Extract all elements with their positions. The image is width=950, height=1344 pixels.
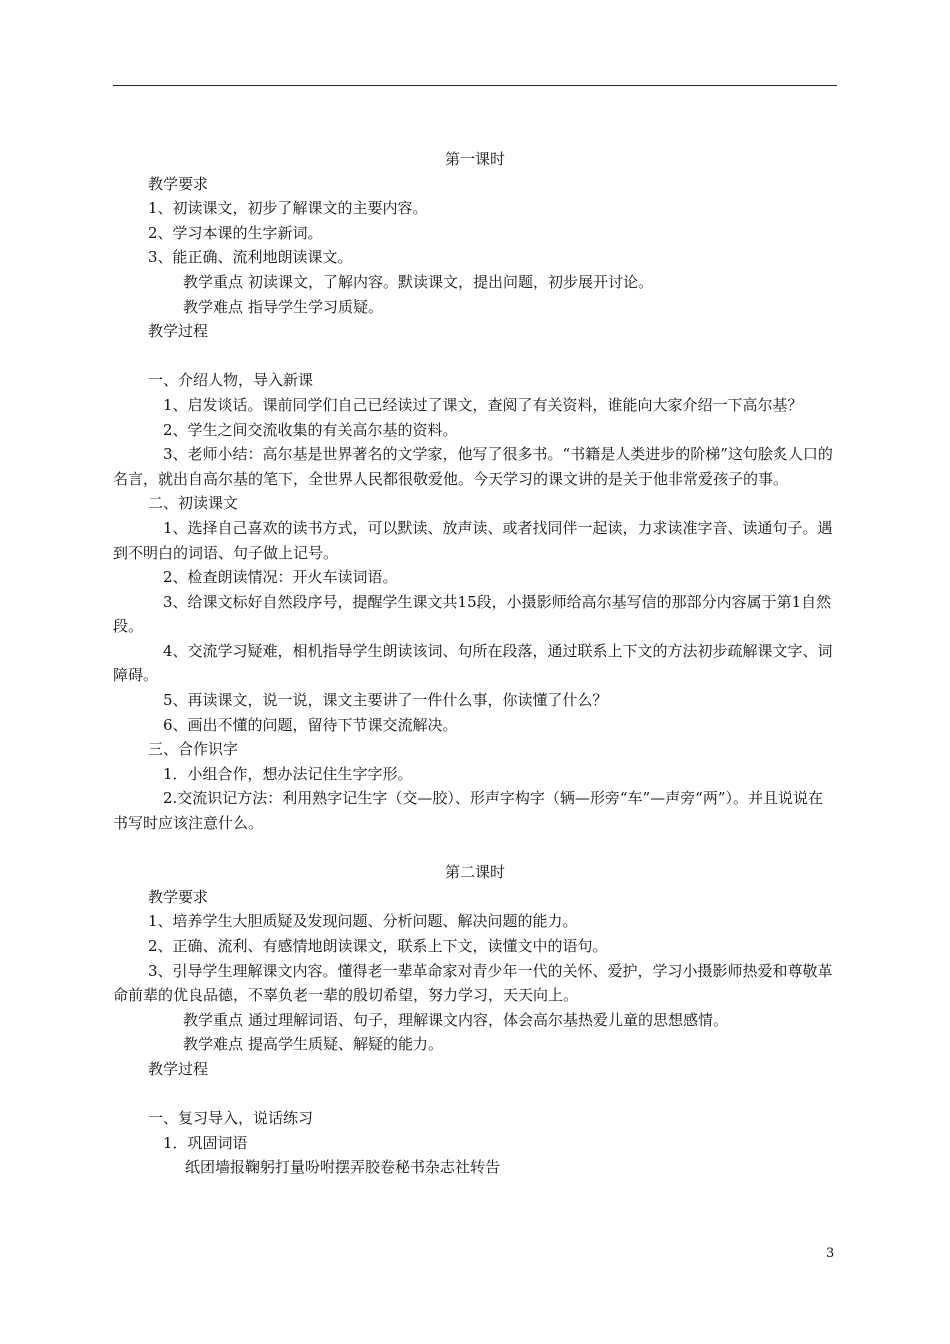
lesson1-requirement: 1、初读课文，初步了解课文的主要内容。 — [148, 199, 428, 218]
lesson2-key-label: 教学重点 — [183, 1010, 244, 1029]
lesson2-key-text: 通过理解词语、句子，理解课文内容，体会高尔基热爱儿童的思想感情。 — [248, 1010, 729, 1029]
lesson1-process-label: 教学过程 — [148, 322, 209, 341]
word-list: 纸团墙报鞠躬打量吩咐摆弄胶卷秘书杂志社转告 — [185, 1158, 501, 1177]
paragraph: 1．小组合作，想办法记住生字字形。 — [163, 764, 413, 783]
paragraph: 1、启发谈话。课前同学们自己已经读过了课文，查阅了有关资料，谁能向大家介绍一下高尔基？ — [163, 395, 803, 414]
lesson2-requirement: 1、培养学生大胆质疑及发现问题、分析问题、解决问题的能力。 — [148, 912, 578, 931]
lesson2-difficulty — [113, 1032, 837, 1057]
paragraph: 1、选择自己喜欢的读书方式，可以默读、放声读、或者找同伴一起读，力求读准字音、读通句子。遇到不明白的词语、句子做上记号。 — [113, 518, 833, 562]
paragraph: 2、学生之间交流收集的有关高尔基的资料。 — [163, 420, 458, 439]
paragraph: 2、检查朗读情况：开火车读词语。 — [163, 568, 398, 587]
lesson2-requirement: 2、正确、流利、有感情地朗读课文，联系上下文，读懂文中的语句。 — [148, 937, 608, 955]
paragraph: 3、给课文标好自然段序号，提醒学生课文共15段，小摄影师给高尔基写信的那部分内容属于第1自然段。 — [113, 592, 832, 636]
lesson1-key-point — [113, 270, 837, 295]
paragraph: 3、老师小结：高尔基是世界著名的文学家，他写了很多书。“书籍是人类进步的阶梯”这句脍炙人口的名言，就出自高尔基的笔下，全世界人民都很敬爱他。今天学习的课文讲的是关于他非常爱孩子的事。 — [113, 445, 833, 488]
paragraph: 2.交流识记方法：利用熟字记生字（交—胶）、形声字构字（辆—形旁“车”—声旁“两”）。并且说说在书写时应该注意什么。 — [113, 789, 823, 833]
lesson2-requirements-label: 教学要求 — [148, 887, 209, 906]
lesson1-title: 第一课时 — [444, 150, 505, 168]
lesson2-key-point — [113, 1008, 837, 1033]
header-rule — [113, 85, 837, 86]
lesson1-key-text: 初读课文，了解内容。默读课文，提出问题，初步展开讨论。 — [248, 272, 654, 291]
lesson1-difficulty — [113, 295, 837, 320]
lesson2-diff-label: 教学难点 — [183, 1035, 244, 1054]
document-body — [113, 147, 837, 1180]
section-heading: 一、介绍人物，导入新课 — [148, 371, 314, 390]
section-heading: 一、复习导入，说话练习 — [148, 1109, 314, 1128]
subsection-heading: 1．巩固词语 — [163, 1133, 248, 1152]
lesson2-process-label: 教学过程 — [148, 1059, 209, 1078]
lesson2-diff-text: 提高学生质疑、解疑的能力。 — [248, 1035, 444, 1054]
paragraph: 4、交流学习疑难，相机指导学生朗读该词、句所在段落，通过联系上下文的方法初步疏解课文字、词障碍。 — [113, 641, 833, 685]
section-heading: 二、初读课文 — [148, 494, 239, 513]
lesson1-requirement: 3、能正确、流利地朗读课文。 — [148, 248, 353, 267]
lesson1-diff-text: 指导学生学习质疑。 — [248, 297, 384, 316]
lesson1-requirements-label: 教学要求 — [148, 174, 209, 193]
paragraph: 5、再读课文，说一说，课文主要讲了一件什么事，你读懂了什么？ — [163, 691, 608, 710]
lesson2-title: 第二课时 — [444, 863, 505, 882]
lesson1-key-label: 教学重点 — [183, 272, 244, 291]
page-number: 3 — [826, 1246, 835, 1261]
paragraph: 6、画出不懂的问题，留待下节课交流解决。 — [163, 715, 458, 734]
section-heading: 三、合作识字 — [148, 740, 239, 759]
lesson1-diff-label: 教学难点 — [183, 297, 244, 316]
lesson2-requirement: 3、引导学生理解课文内容。懂得老一辈革命家对青少年一代的关怀、爱护，学习小摄影师热爱和尊敬革命前辈的优良品德，不辜负老一辈的殷切希望，努力学习，天天向上。 — [113, 961, 833, 1005]
lesson1-requirement: 2、学习本课的生字新词。 — [148, 223, 323, 242]
